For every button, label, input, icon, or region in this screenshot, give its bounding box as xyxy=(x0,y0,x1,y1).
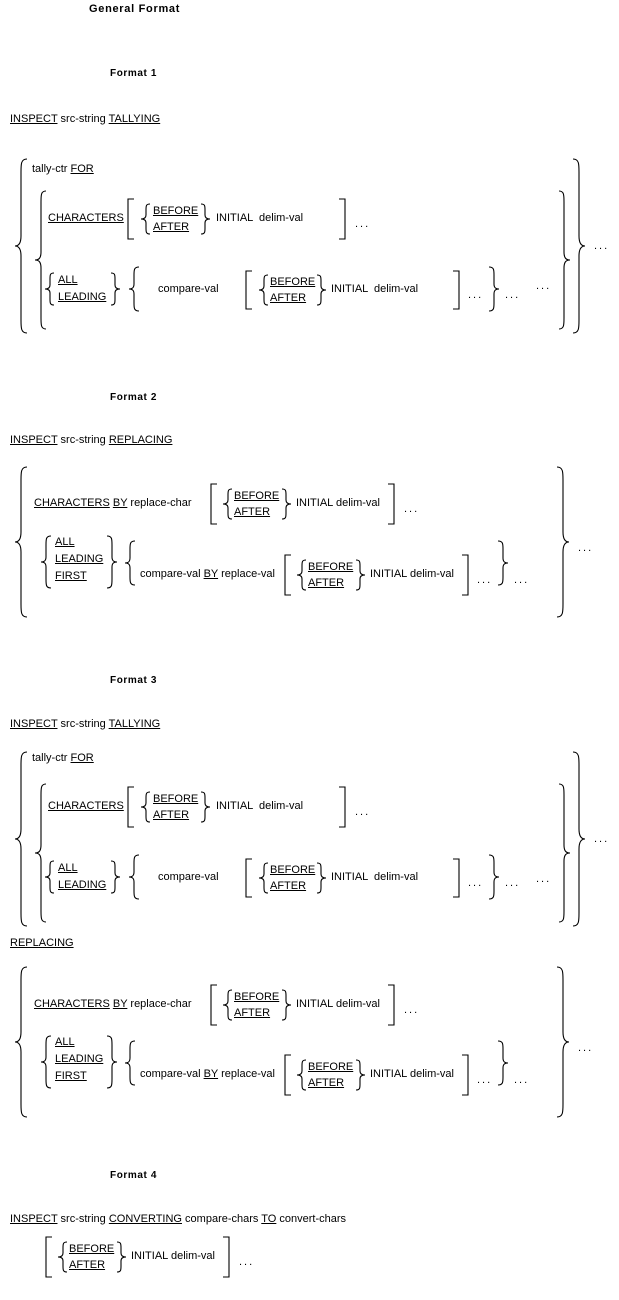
bracket-close-f3-all-beforeafter xyxy=(452,858,461,898)
bracket-close-f1-all-beforeafter xyxy=(452,270,461,310)
tally-counter: tally-ctr xyxy=(32,163,68,175)
keyword-initial-f3-replace-all: INITIAL xyxy=(370,1068,407,1080)
keyword-characters-f1: CHARACTERS xyxy=(48,212,124,224)
format-3-label: Format 3 xyxy=(110,675,158,686)
bracket-open-f2-all-beforeafter xyxy=(283,554,292,596)
replace-val-f3: replace-val xyxy=(221,1068,275,1080)
brace-close-outer-f3-tally xyxy=(572,751,586,927)
brace-close-f2-all-leading-first xyxy=(106,535,118,589)
brace-open-f3-compare-group xyxy=(128,854,140,900)
keyword-replacing-f2: REPLACING xyxy=(108,434,173,446)
f2-chars-initial xyxy=(296,497,380,509)
bracket-open-f3-replace-all-beforeafter xyxy=(283,1054,292,1096)
ellipsis-f1-all-outer: ... xyxy=(505,289,521,301)
brace-close-f3-compare-group xyxy=(488,854,500,900)
brace-open-f3-all-beforeafter-inner xyxy=(258,862,269,894)
keyword-after-f1-all: AFTER xyxy=(270,292,307,304)
brace-close-f3-replace-compare-group xyxy=(497,1040,509,1086)
keyword-for: FOR xyxy=(70,163,94,175)
brace-close-f3-all-leading xyxy=(110,860,121,894)
page-title: General Format xyxy=(89,3,181,15)
bracket-close-f2-chars xyxy=(387,483,396,525)
tally-counter-f3: tally-ctr xyxy=(32,752,68,764)
delim-val-f3-all: delim-val xyxy=(374,871,419,883)
brace-open-f3-replace-compare-group xyxy=(124,1040,136,1086)
brace-close-f4-beforeafter xyxy=(116,1241,127,1273)
brace-close-f3-chars-beforeafter xyxy=(200,791,211,823)
keyword-by-f3-chars: BY xyxy=(112,998,128,1010)
brace-open-outer-f2 xyxy=(14,466,28,618)
f3-replace-chars-initial xyxy=(296,998,380,1010)
keyword-after-f3-replace-all: AFTER xyxy=(308,1077,345,1089)
ellipsis-f3-all-inner: ... xyxy=(468,877,484,889)
compare-val-f3: compare-val xyxy=(158,871,219,883)
brace-close-f1-all-beforeafter-inner xyxy=(316,274,327,306)
bracket-open-f3-chars xyxy=(126,786,135,828)
keyword-characters-f2: CHARACTERS xyxy=(34,497,110,509)
keyword-before-f1-chars: BEFORE xyxy=(153,205,199,217)
f3-characters-replace-row xyxy=(34,998,192,1010)
keyword-before-f4: BEFORE xyxy=(69,1243,115,1255)
ellipsis-f2-chars: ... xyxy=(404,503,420,515)
f2-all-initial xyxy=(370,568,454,580)
bracket-close-f1-chars xyxy=(338,198,347,240)
brace-close-f3-all-beforeafter-inner xyxy=(316,862,327,894)
bracket-open-f4 xyxy=(44,1236,53,1278)
keyword-initial-f1-all: INITIAL xyxy=(331,283,368,295)
brace-open-f2-all-leading-first xyxy=(40,535,52,589)
ellipsis-f3-replace-all-inner: ... xyxy=(477,1074,493,1086)
format-2-syntax-line xyxy=(10,434,172,446)
brace-open-f2-chars-beforeafter xyxy=(222,488,233,520)
f3-replace-all-initial xyxy=(370,1068,454,1080)
keyword-inspect-f4: INSPECT xyxy=(10,1213,58,1225)
keyword-after-f4: AFTER xyxy=(69,1259,106,1271)
operand-src-string-f4: src-string xyxy=(60,1213,106,1225)
compare-val-f1: compare-val xyxy=(158,283,219,295)
ellipsis-f2-final: ... xyxy=(578,542,594,554)
keyword-initial-f3-all: INITIAL xyxy=(331,871,368,883)
compare-chars-f4: compare-chars xyxy=(185,1213,259,1225)
replace-char-f2: replace-char xyxy=(130,497,192,509)
ellipsis-f1-final: ... xyxy=(594,240,610,252)
brace-close-outer-f3-replace xyxy=(556,966,570,1118)
keyword-leading-f3-replace: LEADING xyxy=(55,1053,104,1065)
bracket-open-f3-replace-chars xyxy=(209,984,218,1026)
f1-all-initial xyxy=(331,283,418,295)
brace-close-f1-chars-beforeafter xyxy=(200,203,211,235)
keyword-initial-f2-all: INITIAL xyxy=(370,568,407,580)
keyword-converting-f4: CONVERTING xyxy=(108,1213,182,1225)
keyword-by-f3-all: BY xyxy=(203,1068,219,1080)
ellipsis-f3-replace-chars: ... xyxy=(404,1004,420,1016)
ellipsis-f3-chars: ... xyxy=(355,806,371,818)
keyword-initial-f4: INITIAL xyxy=(131,1250,168,1262)
bracket-close-f2-all-beforeafter xyxy=(461,554,470,596)
f2-characters-row xyxy=(34,497,192,509)
brace-open-f4-beforeafter xyxy=(57,1241,68,1273)
ellipsis-f4: ... xyxy=(239,1256,255,1268)
ellipsis-f1-outer: ... xyxy=(536,280,552,292)
compare-val-f2: compare-val xyxy=(140,568,201,580)
brace-close-f2-compare-group xyxy=(497,540,509,586)
brace-open-outer-f3-tally xyxy=(14,751,28,927)
brace-close-f3-replace-chars-beforeafter xyxy=(281,989,292,1021)
f3-all-initial xyxy=(331,871,418,883)
brace-close-f3-all-leading-first xyxy=(106,1035,118,1089)
keyword-before-f3-replace-all: BEFORE xyxy=(308,1061,354,1073)
brace-close-level2-f3-tally xyxy=(558,783,571,923)
keyword-before-f3-chars: BEFORE xyxy=(153,793,199,805)
keyword-tallying: TALLYING xyxy=(108,113,161,125)
brace-open-f2-compare-group xyxy=(124,540,136,586)
ellipsis-f3-tally-final: ... xyxy=(594,833,610,845)
brace-open-f3-replace-chars-beforeafter xyxy=(222,989,233,1021)
bracket-open-f1-chars xyxy=(126,198,135,240)
brace-open-outer-f3-replace xyxy=(14,966,28,1118)
bracket-open-f3-all-beforeafter xyxy=(244,858,253,898)
f4-initial xyxy=(131,1250,215,1262)
brace-open-f3-all-leading xyxy=(44,860,55,894)
ellipsis-f2-all-inner: ... xyxy=(477,574,493,586)
keyword-after-f1-chars: AFTER xyxy=(153,221,190,233)
keyword-initial-f1-chars: INITIAL xyxy=(216,212,253,224)
format-2-label: Format 2 xyxy=(110,392,158,403)
keyword-after-f2-all: AFTER xyxy=(308,577,345,589)
ellipsis-f3-replace-all-outer: ... xyxy=(514,1074,530,1086)
brace-open-f3-chars-beforeafter xyxy=(140,791,151,823)
f3-tally-counter-row xyxy=(32,752,94,764)
keyword-after-f3-replace-chars: AFTER xyxy=(234,1007,271,1019)
brace-close-level2-f1 xyxy=(558,190,571,330)
format-4-syntax-line xyxy=(10,1213,346,1225)
keyword-before-f2-chars: BEFORE xyxy=(234,490,280,502)
brace-open-f2-all-beforeafter-inner xyxy=(296,559,307,591)
convert-chars-f4: convert-chars xyxy=(279,1213,347,1225)
brace-close-outer-f2 xyxy=(556,466,570,618)
keyword-all-f3-replace: ALL xyxy=(55,1036,75,1048)
bracket-open-f1-all-beforeafter xyxy=(244,270,253,310)
keyword-by-f2-chars: BY xyxy=(112,497,128,509)
operand-src-string-f2: src-string xyxy=(60,434,106,446)
bracket-open-f2-chars xyxy=(209,483,218,525)
keyword-inspect-f3: INSPECT xyxy=(10,718,58,730)
replace-val-f2: replace-val xyxy=(221,568,275,580)
keyword-first-f2: FIRST xyxy=(55,570,87,582)
delim-val-f3-chars: delim-val xyxy=(259,800,304,812)
keyword-to-f4: TO xyxy=(261,1213,277,1225)
keyword-after-f2-chars: AFTER xyxy=(234,506,271,518)
keyword-tallying-f3: TALLYING xyxy=(108,718,161,730)
keyword-leading-f2: LEADING xyxy=(55,553,104,565)
keyword-leading-f3: LEADING xyxy=(58,879,107,891)
format-4-label: Format 4 xyxy=(110,1170,158,1181)
keyword-before-f3-replace-chars: BEFORE xyxy=(234,991,280,1003)
brace-close-f2-chars-beforeafter xyxy=(281,488,292,520)
keyword-by-f2-all: BY xyxy=(203,568,219,580)
f3-chars-initial xyxy=(216,800,303,812)
brace-close-f3-replace-all-beforeafter-inner xyxy=(355,1059,366,1091)
delim-val-f1-all: delim-val xyxy=(374,283,419,295)
bracket-close-f3-replace-all-beforeafter xyxy=(461,1054,470,1096)
format-1-syntax-line xyxy=(10,113,160,125)
keyword-characters-f3: CHARACTERS xyxy=(48,800,124,812)
keyword-all-f3: ALL xyxy=(58,862,78,874)
f1-chars-initial xyxy=(216,212,303,224)
keyword-leading-f1: LEADING xyxy=(58,291,107,303)
bracket-close-f3-chars xyxy=(338,786,347,828)
keyword-for-f3: FOR xyxy=(70,752,94,764)
bracket-close-f3-replace-chars xyxy=(387,984,396,1026)
ellipsis-f1-chars: ... xyxy=(355,218,371,230)
keyword-characters-f3-replace: CHARACTERS xyxy=(34,998,110,1010)
ellipsis-f1-all-inner: ... xyxy=(468,289,484,301)
ellipsis-f3-all-outer: ... xyxy=(505,877,521,889)
keyword-before-f3-all: BEFORE xyxy=(270,864,316,876)
brace-open-outer-f1 xyxy=(14,158,28,334)
bracket-close-f4 xyxy=(222,1236,231,1278)
brace-open-f1-all-beforeafter-inner xyxy=(258,274,269,306)
delim-val-f3-replace-all: delim-val xyxy=(409,1068,454,1080)
delim-val-f4: delim-val xyxy=(170,1250,215,1262)
delim-val-f1-chars: delim-val xyxy=(259,212,304,224)
delim-val-f3-replace-chars: delim-val xyxy=(335,998,380,1010)
brace-open-level2-f3-tally xyxy=(34,783,47,923)
keyword-initial-f3-replace-chars: INITIAL xyxy=(296,998,333,1010)
ellipsis-f3-replace-final: ... xyxy=(578,1042,594,1054)
brace-close-outer-f1 xyxy=(572,158,586,334)
delim-val-f2-all: delim-val xyxy=(409,568,454,580)
ellipsis-f3-tally-outer: ... xyxy=(536,873,552,885)
keyword-before-f1-all: BEFORE xyxy=(270,276,316,288)
format-3-syntax-line xyxy=(10,718,160,730)
keyword-inspect-f2: INSPECT xyxy=(10,434,58,446)
keyword-replacing-f3: REPLACING xyxy=(10,937,74,949)
format-1-label: Format 1 xyxy=(110,68,158,79)
operand-src-string: src-string xyxy=(60,113,106,125)
delim-val-f2-chars: delim-val xyxy=(335,497,380,509)
keyword-initial-f2-chars: INITIAL xyxy=(296,497,333,509)
operand-src-string-f3: src-string xyxy=(60,718,106,730)
brace-open-f3-replace-all-beforeafter-inner xyxy=(296,1059,307,1091)
ellipsis-f2-all-outer: ... xyxy=(514,574,530,586)
keyword-inspect: INSPECT xyxy=(10,113,58,125)
keyword-first-f3-replace: FIRST xyxy=(55,1070,87,1082)
keyword-after-f3-all: AFTER xyxy=(270,880,307,892)
brace-open-f3-all-leading-first xyxy=(40,1035,52,1089)
replace-char-f3: replace-char xyxy=(130,998,192,1010)
keyword-all-f1: ALL xyxy=(58,274,78,286)
f3-compare-by-replace xyxy=(140,1068,275,1080)
brace-close-f1-all-leading xyxy=(110,272,121,306)
compare-val-f3-replace: compare-val xyxy=(140,1068,201,1080)
brace-close-f2-all-beforeafter-inner xyxy=(355,559,366,591)
brace-open-level2-f1 xyxy=(34,190,47,330)
keyword-initial-f3-chars: INITIAL xyxy=(216,800,253,812)
keyword-all-f2: ALL xyxy=(55,536,75,548)
keyword-after-f3-chars: AFTER xyxy=(153,809,190,821)
f1-tally-counter-row xyxy=(32,163,94,175)
f2-compare-by-replace xyxy=(140,568,275,580)
keyword-before-f2-all: BEFORE xyxy=(308,561,354,573)
brace-open-f1-compare-group xyxy=(128,266,140,312)
brace-close-f1-compare-group xyxy=(488,266,500,312)
brace-open-f1-chars-beforeafter xyxy=(140,203,151,235)
brace-open-f1-all-leading xyxy=(44,272,55,306)
